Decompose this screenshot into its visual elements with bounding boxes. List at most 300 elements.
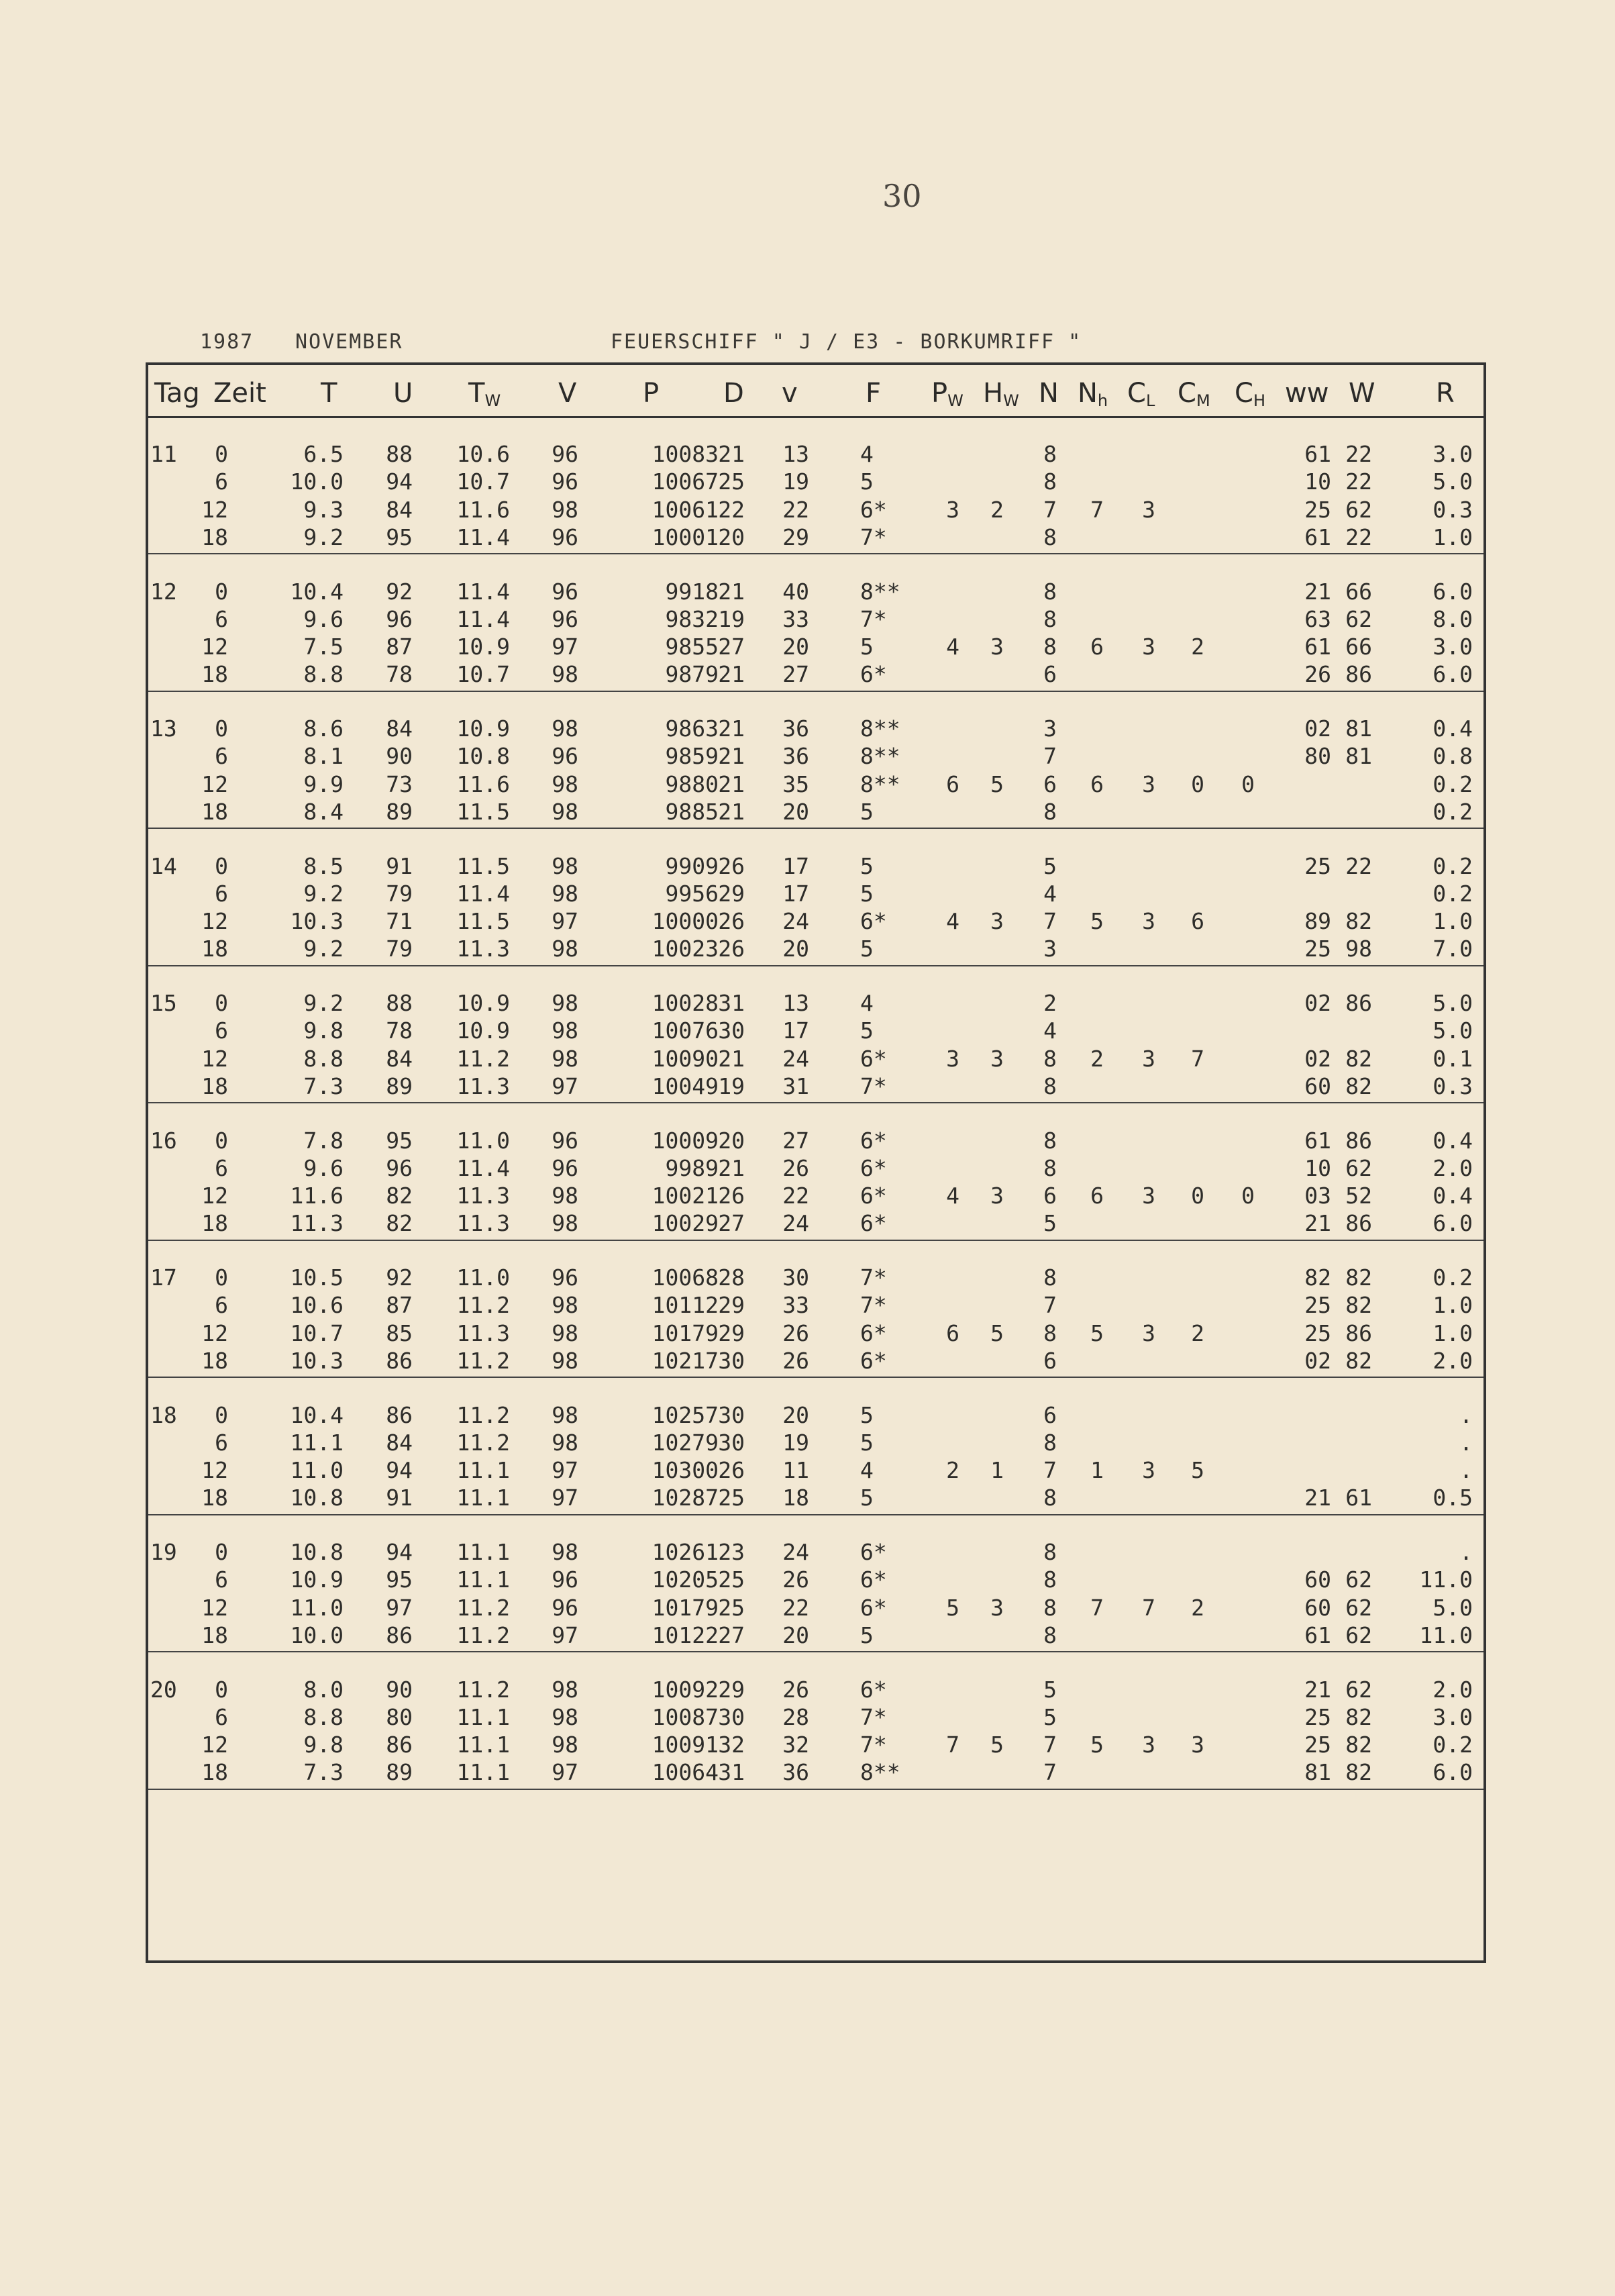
table-cell: 22	[782, 1183, 809, 1209]
table-cell: 21	[1304, 1210, 1331, 1237]
table-cell: 18	[201, 661, 228, 688]
group-divider	[148, 965, 1483, 966]
table-cell: 1.0	[1432, 1319, 1473, 1346]
table-cell: 8	[1043, 1485, 1057, 1511]
column-header-2	[321, 378, 337, 409]
table-cell: 9989	[665, 1154, 719, 1181]
column-header-label: F	[866, 378, 882, 409]
table-cell: 11.1	[456, 1732, 510, 1758]
table-cell: 7*	[860, 605, 887, 632]
table-cell: 25	[718, 1594, 745, 1621]
table-cell: 98	[552, 496, 578, 523]
table-cell: 8**	[860, 743, 900, 770]
column-header-16	[1235, 378, 1265, 410]
table-cell: 18	[201, 523, 228, 550]
column-header-label: N	[1078, 378, 1098, 409]
table-cell: 9.8	[303, 1017, 344, 1044]
table-cell: 2	[990, 496, 1004, 523]
table-cell: 10.6	[456, 441, 510, 467]
table-cell: 11.4	[456, 1154, 510, 1181]
table-cell: 90	[386, 1676, 413, 1703]
group-divider	[148, 1102, 1483, 1103]
table-cell: 0	[215, 578, 228, 605]
table-cell: 02	[1304, 1045, 1331, 1072]
table-cell: 11.0	[1419, 1566, 1473, 1593]
table-cell: 10217	[652, 1347, 719, 1374]
table-cell: 40	[782, 578, 809, 605]
table-cell: 26	[782, 1154, 809, 1181]
table-cell: 26	[718, 908, 745, 935]
table-cell: 12	[201, 1045, 228, 1072]
table-cell: 4	[1043, 1017, 1057, 1044]
table-cell: 5.0	[1432, 1594, 1473, 1621]
table-cell: 1.0	[1432, 908, 1473, 935]
table-cell: 3	[1142, 1319, 1155, 1346]
table-cell: 82	[1345, 1703, 1372, 1730]
table-cell: 26	[718, 1183, 745, 1209]
table-cell: 10122	[652, 1621, 719, 1648]
table-cell: 0	[1191, 770, 1204, 797]
table-cell: 6*	[860, 1539, 887, 1565]
column-header-label: D	[723, 378, 744, 409]
table-cell: 89	[386, 1759, 413, 1786]
table-cell: 10	[1304, 1154, 1331, 1181]
table-cell: 6	[1090, 634, 1104, 660]
table-cell: 0	[215, 852, 228, 879]
table-cell: 9.6	[303, 1154, 344, 1181]
table-cell: 61	[1345, 1485, 1372, 1511]
table-cell: 6*	[860, 496, 887, 523]
table-cell: 10.0	[290, 1621, 344, 1648]
table-cell: 35	[782, 770, 809, 797]
table-cell: 2	[946, 1457, 959, 1484]
table-cell: 02	[1304, 715, 1331, 742]
table-cell: 10029	[652, 1210, 719, 1237]
table-cell: 5	[1043, 1210, 1057, 1237]
table-cell: 62	[1345, 1676, 1372, 1703]
table-cell: 96	[552, 468, 578, 495]
table-cell: 95	[386, 523, 413, 550]
table-cell: 36	[782, 1759, 809, 1786]
table-cell: 20	[782, 1401, 809, 1428]
table-cell: 25	[1304, 1292, 1331, 1319]
table-cell: 79	[386, 936, 413, 962]
table-cell: 31	[782, 1072, 809, 1099]
table-cell: 29	[718, 1292, 745, 1319]
table-cell: 10028	[652, 990, 719, 1016]
table-cell: 2.0	[1432, 1676, 1473, 1703]
table-cell: 7*	[860, 1292, 887, 1319]
table-cell: 94	[386, 1457, 413, 1484]
table-cell: 27	[718, 634, 745, 660]
table-cell: 10.8	[456, 743, 510, 770]
table-cell: 5.0	[1432, 1017, 1473, 1044]
table-cell: 7.5	[303, 634, 344, 660]
table-cell: 10001	[652, 523, 719, 550]
column-header-19	[1436, 378, 1455, 409]
table-cell: 6*	[860, 1210, 887, 1237]
table-cell: 9832	[665, 605, 719, 632]
table-cell: 96	[552, 1594, 578, 1621]
table-cell: 8	[1043, 1127, 1057, 1154]
table-cell: 11.1	[456, 1566, 510, 1593]
table-cell: 0	[215, 1264, 228, 1291]
table-cell: 82	[1345, 1732, 1372, 1758]
table-cell: 10068	[652, 1264, 719, 1291]
table-cell: 29	[718, 1319, 745, 1346]
header-station: FEUERSCHIFF " J / E3 - BORKUMRIFF "	[611, 330, 1082, 354]
table-cell: 82	[386, 1183, 413, 1209]
table-cell: 10179	[652, 1594, 719, 1621]
table-cell: 28	[782, 1703, 809, 1730]
table-cell: 6	[215, 1566, 228, 1593]
table-cell: 30	[718, 1703, 745, 1730]
table-cell: 8	[1043, 1072, 1057, 1099]
table-cell: 29	[718, 1676, 745, 1703]
table-cell: 3	[1142, 908, 1155, 935]
table-cell: 7	[1142, 1594, 1155, 1621]
group-divider	[148, 828, 1483, 829]
table-cell: .	[1459, 1539, 1473, 1565]
table-cell: 8	[1043, 1621, 1057, 1648]
table-cell: 6	[215, 468, 228, 495]
column-header-subscript: W	[947, 391, 963, 410]
table-cell: 4	[946, 634, 959, 660]
table-cell: 61	[1304, 634, 1331, 660]
table-cell: 96	[552, 1264, 578, 1291]
table-cell: 24	[782, 908, 809, 935]
table-cell: 91	[386, 1485, 413, 1511]
table-cell: 7	[1043, 1732, 1057, 1758]
column-header-label: U	[393, 378, 413, 409]
table-cell: 97	[552, 1072, 578, 1099]
table-cell: 98	[552, 798, 578, 825]
table-cell: 31	[718, 990, 745, 1016]
table-cell: 8	[1043, 1045, 1057, 1072]
table-cell: 8	[1043, 798, 1057, 825]
table-cell: 20	[782, 936, 809, 962]
table-cell: 0.8	[1432, 743, 1473, 770]
table-cell: 81	[1345, 715, 1372, 742]
column-header-subscript: L	[1145, 391, 1155, 410]
table-cell: 84	[386, 1045, 413, 1072]
table-cell: 98	[552, 1401, 578, 1428]
table-cell: 5	[1043, 1676, 1057, 1703]
table-cell: 7.0	[1432, 936, 1473, 962]
table-cell: 8.8	[303, 1045, 344, 1072]
table-cell: 6	[1043, 1183, 1057, 1209]
table-cell: 3.0	[1432, 634, 1473, 660]
table-cell: 10.9	[456, 1017, 510, 1044]
table-cell: 98	[552, 1183, 578, 1209]
table-cell: 28	[718, 1264, 745, 1291]
table-cell: 18	[201, 1485, 228, 1511]
table-cell: 96	[552, 523, 578, 550]
table-cell: 10.6	[290, 1292, 344, 1319]
table-cell: 18	[201, 1759, 228, 1786]
table-cell: 25	[718, 468, 745, 495]
table-cell: 6*	[860, 1566, 887, 1593]
table-cell: 0.2	[1432, 1732, 1473, 1758]
table-cell: 8.5	[303, 852, 344, 879]
table-cell: 36	[782, 715, 809, 742]
table-cell: 7*	[860, 1072, 887, 1099]
column-header-subscript: H	[1253, 391, 1265, 410]
table-cell: 97	[552, 1759, 578, 1786]
table-cell: 5	[1090, 1319, 1104, 1346]
group-divider	[148, 1789, 1483, 1790]
table-cell: 96	[552, 605, 578, 632]
column-header-15	[1178, 378, 1210, 410]
table-cell: 24	[782, 1045, 809, 1072]
table-cell: 11.6	[456, 770, 510, 797]
table-cell: 12	[201, 1732, 228, 1758]
table-cell: 9.2	[303, 523, 344, 550]
table-cell: 22	[782, 496, 809, 523]
table-cell: 3.0	[1432, 1703, 1473, 1730]
table-cell: 0	[215, 1127, 228, 1154]
table-cell: 6*	[860, 1127, 887, 1154]
table-cell: 63	[1304, 605, 1331, 632]
table-cell: 89	[1304, 908, 1331, 935]
table-cell: 2	[1191, 1594, 1204, 1621]
table-cell: 11.2	[456, 1676, 510, 1703]
table-cell: 27	[782, 661, 809, 688]
table-cell: 9956	[665, 880, 719, 907]
table-cell: 6*	[860, 1154, 887, 1181]
table-cell: 3	[990, 908, 1004, 935]
day-label: 16	[150, 1127, 177, 1154]
table-cell: 81	[1304, 1759, 1331, 1786]
table-cell: 21	[1304, 1485, 1331, 1511]
column-header-label: P	[931, 378, 948, 409]
table-cell: 7	[1090, 496, 1104, 523]
table-cell: 22	[1345, 441, 1372, 467]
table-cell: 6	[1043, 770, 1057, 797]
table-cell: 25	[718, 1566, 745, 1593]
table-cell: 0.2	[1432, 770, 1473, 797]
table-cell: 11.1	[456, 1457, 510, 1484]
table-cell: 20	[782, 1621, 809, 1648]
table-cell: 11.4	[456, 605, 510, 632]
group-divider	[148, 1514, 1483, 1515]
table-cell: 10.7	[456, 468, 510, 495]
table-cell: 98	[552, 1319, 578, 1346]
table-cell: 98	[552, 936, 578, 962]
table-cell: 02	[1304, 990, 1331, 1016]
column-header-label: ww	[1285, 378, 1329, 409]
table-cell: 9859	[665, 743, 719, 770]
table-cell: 61	[1304, 441, 1331, 467]
table-cell: 29	[782, 523, 809, 550]
table-cell: 19	[782, 468, 809, 495]
table-cell: 6.0	[1432, 1759, 1473, 1786]
table-cell: 92	[386, 1264, 413, 1291]
column-header-label: W	[1349, 378, 1375, 409]
table-cell: 95	[386, 1127, 413, 1154]
table-cell: 11.2	[456, 1292, 510, 1319]
table-cell: 7	[1043, 908, 1057, 935]
table-cell: 9880	[665, 770, 719, 797]
table-cell: 86	[386, 1401, 413, 1428]
table-cell: 98	[552, 1429, 578, 1456]
table-cell: 62	[1345, 1594, 1372, 1621]
table-cell: 3	[990, 1045, 1004, 1072]
table-cell: 8	[1043, 605, 1057, 632]
table-cell: 96	[552, 578, 578, 605]
day-label: 11	[150, 441, 177, 467]
table-cell: 4	[946, 908, 959, 935]
table-cell: 88	[386, 441, 413, 467]
table-cell: 9863	[665, 715, 719, 742]
table-cell: 7	[1043, 496, 1057, 523]
table-cell: 0	[1241, 770, 1255, 797]
table-cell: 98	[552, 1017, 578, 1044]
table-cell: 0	[1191, 1183, 1204, 1209]
table-cell: 12	[201, 496, 228, 523]
table-cell: 21	[718, 661, 745, 688]
table-cell: 4	[860, 441, 874, 467]
table-cell: 6	[1043, 1401, 1057, 1428]
table-cell: 18	[201, 1072, 228, 1099]
table-cell: 27	[718, 1210, 745, 1237]
table-cell: 18	[201, 936, 228, 962]
table-cell: 10091	[652, 1732, 719, 1758]
table-cell: 6	[215, 1292, 228, 1319]
table-cell: 21	[1304, 1676, 1331, 1703]
table-cell: 19	[718, 605, 745, 632]
table-cell: 7	[1191, 1045, 1204, 1072]
table-cell: 0	[215, 715, 228, 742]
table-cell: 3	[990, 1183, 1004, 1209]
table-cell: 22	[1345, 523, 1372, 550]
table-cell: 6.0	[1432, 578, 1473, 605]
table-cell: 31	[718, 1759, 745, 1786]
table-cell: 11.1	[290, 1429, 344, 1456]
table-cell: 10.9	[456, 634, 510, 660]
table-cell: 10067	[652, 468, 719, 495]
table-cell: 0.5	[1432, 1485, 1473, 1511]
table-cell: 11.1	[456, 1539, 510, 1565]
table-cell: 6*	[860, 661, 887, 688]
table-cell: 23	[718, 1539, 745, 1565]
table-cell: 9909	[665, 852, 719, 879]
table-cell: 73	[386, 770, 413, 797]
table-cell: 3	[990, 1594, 1004, 1621]
table-cell: 97	[552, 1457, 578, 1484]
table-cell: 60	[1304, 1566, 1331, 1593]
table-cell: 96	[552, 1566, 578, 1593]
column-header-12	[1039, 378, 1059, 409]
table-cell: 10092	[652, 1676, 719, 1703]
table-cell: 22	[1345, 852, 1372, 879]
table-cell: 3	[946, 1045, 959, 1072]
day-label: 14	[150, 852, 177, 879]
table-cell: 30	[718, 1347, 745, 1374]
table-cell: 10076	[652, 1017, 719, 1044]
table-cell: 21	[718, 578, 745, 605]
table-cell: 17	[782, 880, 809, 907]
table-cell: 71	[386, 908, 413, 935]
table-cell: 8.4	[303, 798, 344, 825]
table-cell: 87	[386, 634, 413, 660]
table-cell: 5	[860, 1401, 874, 1428]
table-cell: 3	[1142, 1045, 1155, 1072]
table-cell: 62	[1345, 1154, 1372, 1181]
table-cell: 84	[386, 715, 413, 742]
table-cell: 11.3	[456, 1210, 510, 1237]
table-cell: 8.0	[303, 1676, 344, 1703]
table-cell: 11.0	[456, 1127, 510, 1154]
table-cell: 11.5	[456, 798, 510, 825]
table-cell: 6*	[860, 1347, 887, 1374]
table-cell: 3	[990, 634, 1004, 660]
table-cell: 25	[1304, 852, 1331, 879]
table-cell: 30	[718, 1017, 745, 1044]
table-cell: 12	[201, 634, 228, 660]
header-year: 1987	[200, 330, 254, 354]
table-cell: 21	[718, 1045, 745, 1072]
table-cell: 86	[1345, 1210, 1372, 1237]
table-cell: 98	[552, 1045, 578, 1072]
table-cell: 5	[990, 770, 1004, 797]
table-cell: .	[1459, 1429, 1473, 1456]
column-header-subscript: h	[1097, 391, 1108, 410]
table-cell: 86	[1345, 1127, 1372, 1154]
table-cell: 1.0	[1432, 523, 1473, 550]
column-header-label: T	[468, 378, 485, 409]
table-cell: 6.5	[303, 441, 344, 467]
table-cell: 10061	[652, 496, 719, 523]
column-header-17	[1285, 378, 1329, 409]
table-cell: 25	[1304, 1319, 1331, 1346]
column-header-4	[468, 378, 501, 410]
table-cell: 0.1	[1432, 1045, 1473, 1072]
table-cell: 12	[201, 1457, 228, 1484]
table-cell: 11.1	[456, 1703, 510, 1730]
table-cell: 25	[1304, 1732, 1331, 1758]
column-header-6	[643, 378, 659, 409]
table-cell: 1	[990, 1457, 1004, 1484]
table-cell: 86	[1345, 1319, 1372, 1346]
table-cell: 10179	[652, 1319, 719, 1346]
table-cell: 61	[1304, 1621, 1331, 1648]
column-header-3	[393, 378, 413, 409]
table-cell: 87	[386, 1292, 413, 1319]
table-cell: 8.8	[303, 661, 344, 688]
table-cell: 12	[201, 1183, 228, 1209]
table-cell: 0.4	[1432, 715, 1473, 742]
table-cell: 6	[1043, 661, 1057, 688]
table-cell: 21	[1304, 578, 1331, 605]
table-cell: 8**	[860, 715, 900, 742]
table-cell: 2	[1191, 1319, 1204, 1346]
table-cell: 12	[201, 770, 228, 797]
table-cell: 98	[552, 1347, 578, 1374]
table-cell: 30	[718, 1401, 745, 1428]
table-cell: 98	[552, 661, 578, 688]
table-cell: 11.2	[456, 1347, 510, 1374]
column-header-label: N	[1039, 378, 1059, 409]
table-cell: 10.7	[456, 661, 510, 688]
table-cell: 62	[1345, 1621, 1372, 1648]
table-cell: 86	[1345, 661, 1372, 688]
table-cell: 4	[946, 1183, 959, 1209]
table-cell: 60	[1304, 1072, 1331, 1099]
table-cell: 11.4	[456, 578, 510, 605]
group-divider	[148, 691, 1483, 692]
table-cell: 3.0	[1432, 441, 1473, 467]
